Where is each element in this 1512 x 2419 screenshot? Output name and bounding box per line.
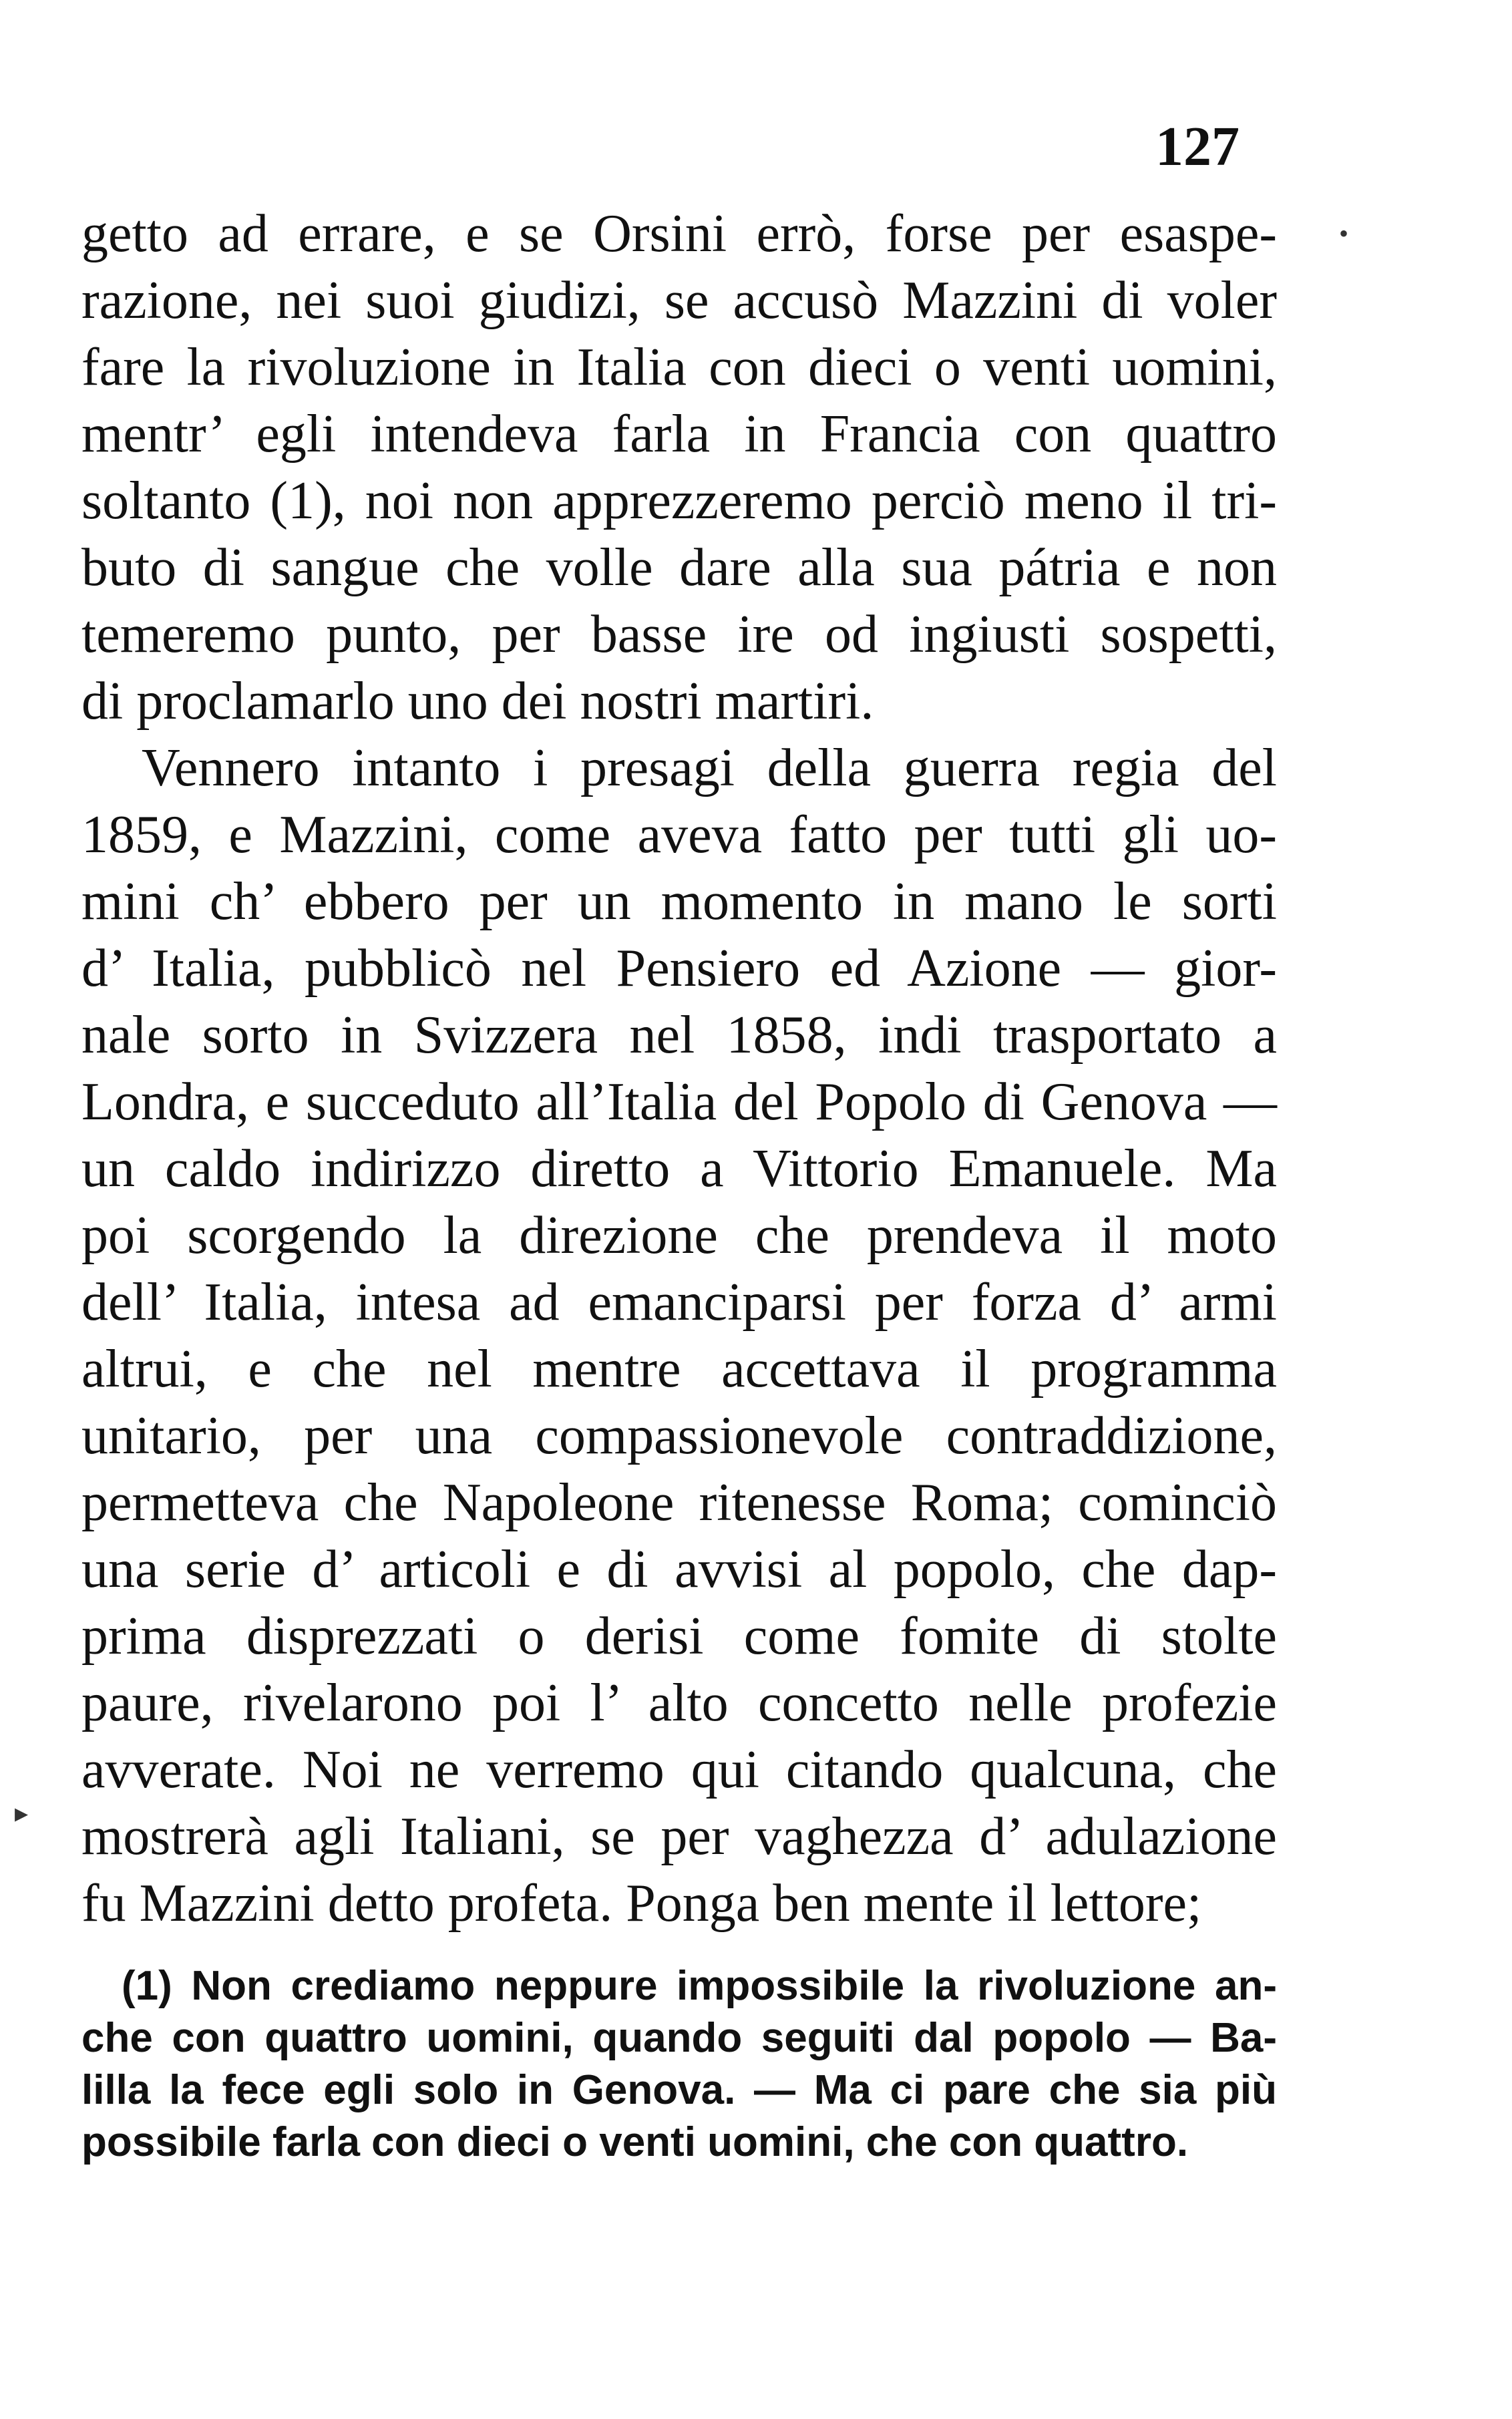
text-line: una serie d’ articoli e di avvisi al popolo, che dap-	[81, 1540, 1277, 1599]
text-line: permetteva che Napoleone ritenesse Roma; cominciò	[81, 1473, 1277, 1532]
text-line: Londra, e succeduto all’Italia del Popolo di Genova —	[81, 1073, 1277, 1131]
text-line: mini ch’ ebbero per un momento in mano le sorti	[81, 872, 1277, 931]
margin-mark: ▸	[15, 1798, 29, 1828]
text-line: dell’ Italia, intesa ad emanciparsi per forza d’ armi	[81, 1273, 1277, 1332]
text-line: paure, rivelarono poi l’ alto concetto nelle profezie	[81, 1674, 1277, 1732]
text-line: nale sorto in Svizzera nel 1858, indi trasportato a	[81, 1006, 1277, 1065]
text-line: 1859, e Mazzini, come aveva fatto per tutti gli uo-	[81, 805, 1277, 864]
text-line: prima disprezzati o derisi come fomite di stolte	[81, 1607, 1277, 1666]
text-line: poi scorgendo la direzione che prendeva il moto	[81, 1206, 1277, 1265]
body-text	[81, 200, 1277, 1937]
text-line: mostrerà agli Italiani, se per vaghezza d’ adulazione	[81, 1807, 1277, 1866]
text-line: di proclamarlo uno dei nostri martiri.	[81, 672, 874, 731]
page-number: 127	[1155, 116, 1240, 178]
text-line: un caldo indirizzo diretto a Vittorio Emanuele. Ma	[81, 1139, 1277, 1198]
text-line: fu Mazzini detto profeta. Ponga ben mente il lettore;	[81, 1874, 1202, 1933]
footnote-line: che con quattro uomini, quando seguiti dal popolo — Ba-	[81, 2015, 1277, 2061]
text-line: mentr’ egli intendeva farla in Francia con quattro	[81, 405, 1277, 463]
text-line: altrui, e che nel mentre accettava il programma	[81, 1340, 1277, 1399]
footnote-line: (1) Non crediamo neppure impossibile la rivoluzione an-	[122, 1963, 1277, 2009]
text-line: unitario, per una compassionevole contraddizione,	[81, 1407, 1277, 1465]
text-line: d’ Italia, pubblicò nel Pensiero ed Azione — gior-	[81, 939, 1277, 998]
text-line: soltanto (1), noi non apprezzeremo perciò meno il tri-	[81, 472, 1277, 530]
margin-mark: •	[1339, 218, 1349, 248]
footnote	[81, 1960, 1277, 2169]
text-line: buto di sangue che volle dare alla sua pátria e non	[81, 538, 1277, 597]
text-line: getto ad errare, e se Orsini errò, forse per esaspe-	[81, 204, 1277, 263]
text-line: temeremo punto, per basse ire od ingiusti sospetti,	[81, 605, 1277, 664]
text-line: avverate. Noi ne verremo qui citando qualcuna, che	[81, 1740, 1277, 1799]
footnote-line: lilla la fece egli solo in Genova. — Ma ci pare che sia più	[81, 2067, 1277, 2113]
text-line: razione, nei suoi giudizi, se accusò Mazzini di voler	[81, 271, 1277, 330]
footnote-line: possibile farla con dieci o venti uomini, che con quattro.	[81, 2119, 1189, 2165]
text-line: fare la rivoluzione in Italia con dieci o venti uomini,	[81, 338, 1277, 397]
text-line: Vennero intanto i presagi della guerra regia del	[142, 739, 1277, 797]
